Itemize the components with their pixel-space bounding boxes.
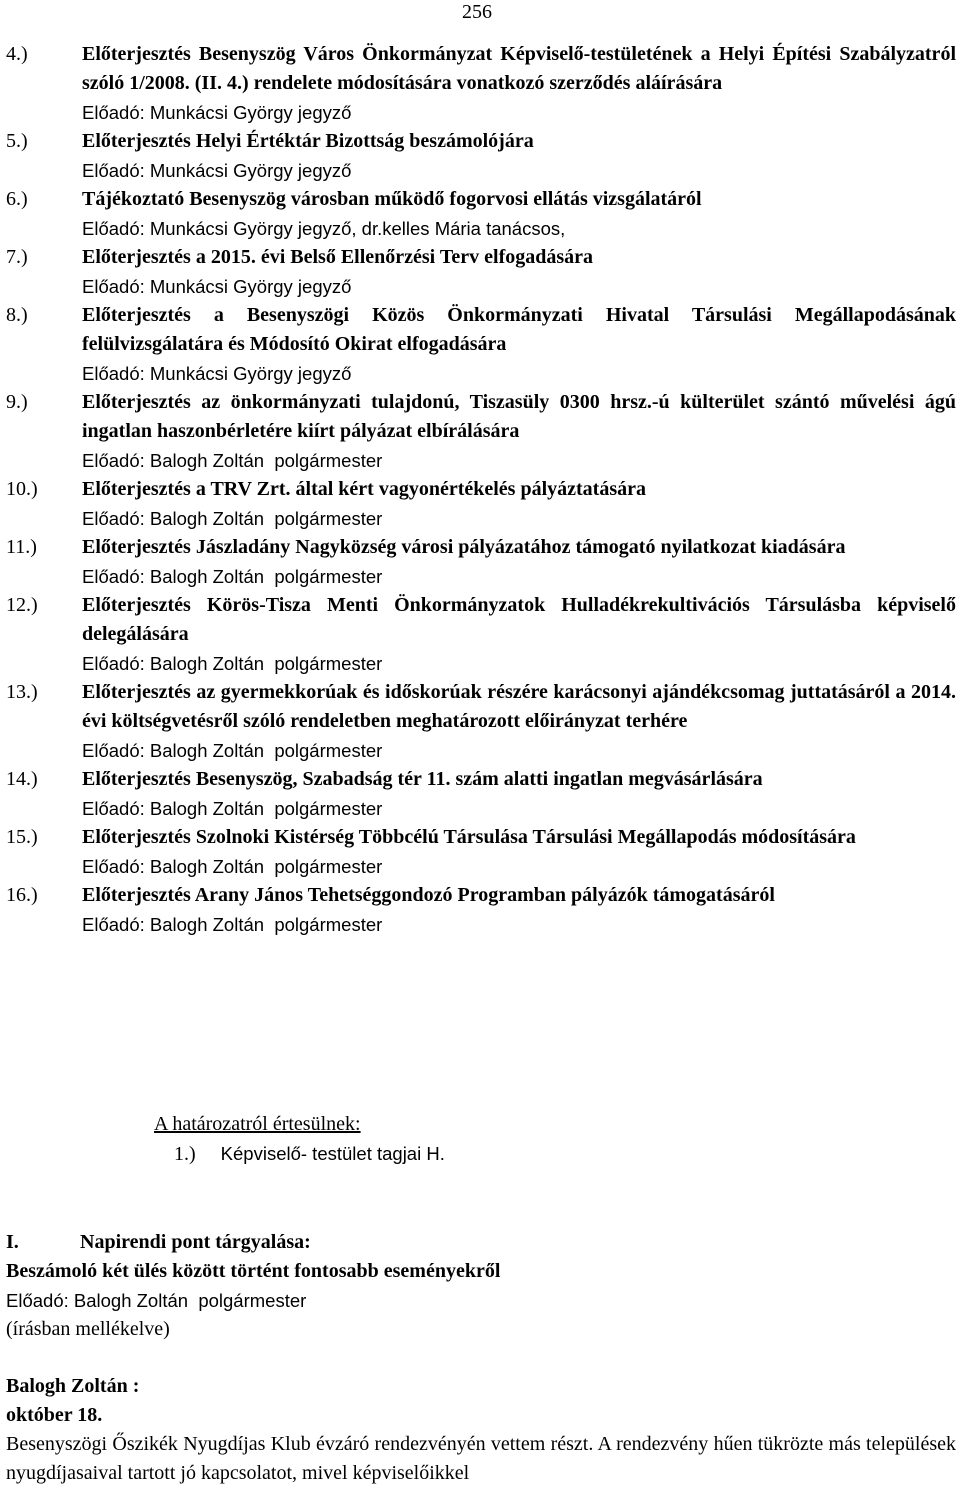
page-number: 256	[462, 1, 492, 23]
item-title: Előterjesztés Arany János Tehetséggondozó Programban pályázók támogatásáról	[82, 884, 775, 906]
agenda-item	[6, 533, 956, 591]
item-speaker: Előadó: Munkácsi György jegyző	[82, 363, 352, 384]
item-speaker: Előadó: Balogh Zoltán polgármester	[82, 653, 383, 674]
item-number: 4.)	[6, 43, 28, 65]
agenda-item	[6, 823, 956, 881]
item-number: 16.)	[6, 884, 38, 906]
agenda-list	[6, 40, 956, 939]
item-title: Tájékoztató Besenyszög városban működő fogorvosi ellátás vizsgálatáról	[82, 188, 702, 210]
item-number: 7.)	[6, 246, 28, 268]
item-speaker: Előadó: Munkácsi György jegyző, dr.kelles Mária tanácsos,	[82, 218, 566, 239]
item-speaker: Előadó: Balogh Zoltán polgármester	[82, 856, 383, 877]
event-date: október 18.	[6, 1404, 103, 1426]
item-speaker: Előadó: Munkácsi György jegyző	[82, 102, 352, 123]
item-title: Előterjesztés Helyi Értéktár Bizottság beszámolójára	[82, 130, 534, 152]
item-title: Előterjesztés Besenyszög Város Önkormányzat Képviselő-testületének a Helyi Építési Szabályzatról szóló 1/2008. (II. 4.) rendelete módosítására vonatkozó szerződés aláírására	[82, 43, 956, 94]
item-number: 6.)	[6, 188, 28, 210]
agenda-item	[6, 678, 956, 765]
notification-item	[174, 1139, 445, 1169]
agenda-item	[6, 475, 956, 533]
section-roman-number: I.	[6, 1231, 19, 1253]
notification-block	[154, 1110, 445, 1169]
item-speaker: Előadó: Balogh Zoltán polgármester	[82, 798, 383, 819]
item-title: Előterjesztés Jászladány Nagyközség városi pályázatához támogató nyilatkozat kiadására	[82, 536, 846, 558]
item-speaker: Előadó: Munkácsi György jegyző	[82, 276, 352, 297]
item-title: Előterjesztés Szolnoki Kistérség Többcélú Társulása Társulási Megállapodás módosítására	[82, 826, 856, 848]
item-title: Előterjesztés Körös-Tisza Menti Önkormányzatok Hulladékrekultivációs Társulásba képviselő delegálására	[82, 594, 956, 645]
item-number: 13.)	[6, 681, 38, 703]
item-speaker: Előadó: Balogh Zoltán polgármester	[82, 914, 383, 935]
section-subtitle: Beszámoló két ülés között történt fontosabb eseményekről	[6, 1260, 501, 1282]
item-speaker: Előadó: Balogh Zoltán polgármester	[82, 566, 383, 587]
agenda-item	[6, 40, 956, 127]
agenda-item	[6, 185, 956, 243]
section-heading-text: Napirendi pont tárgyalása:	[80, 1231, 311, 1253]
agenda-item	[6, 765, 956, 823]
agenda-item	[6, 591, 956, 678]
section-heading	[6, 1228, 956, 1257]
item-speaker: Előadó: Munkácsi György jegyző	[82, 160, 352, 181]
agenda-item	[6, 243, 956, 301]
item-title: Előterjesztés Besenyszög, Szabadság tér 11. szám alatti ingatlan megvásárlására	[82, 768, 763, 790]
notification-title: A határozatról értesülnek:	[154, 1113, 361, 1135]
item-number: 15.)	[6, 826, 38, 848]
item-title: Előterjesztés az önkormányzati tulajdonú, Tiszasüly 0300 hrsz.-ú külterület szántó művelési ágú ingatlan haszonbérletére kiírt pályázat elbírálására	[82, 391, 956, 442]
item-title: Előterjesztés a TRV Zrt. által kért vagyonértékelés pályáztatására	[82, 478, 646, 500]
item-title: Előterjesztés az gyermekkorúak és időskorúak részére karácsonyi ajándékcsomag juttatásáról a 2014. évi költségvetésről szóló rendeletben meghatározott előirányzat terhére	[82, 681, 956, 732]
report-paragraph: Besenyszögi Őszikék Nyugdíjas Klub évzáró rendezvényén vettem részt. A rendezvény hűen tükrözte más települések nyugdíjasaival tartott jó kapcsolatot, mivel képviselőikkel	[6, 1433, 956, 1484]
item-number: 9.)	[6, 391, 28, 413]
item-number: 11.)	[6, 536, 37, 558]
item-speaker: Előadó: Balogh Zoltán polgármester	[82, 450, 383, 471]
notification-item-text: Képviselő- testület tagjai H.	[220, 1143, 445, 1164]
agenda-item	[6, 881, 956, 939]
item-speaker: Előadó: Balogh Zoltán polgármester	[82, 508, 383, 529]
section-speaker: Előadó: Balogh Zoltán polgármester	[6, 1290, 307, 1311]
item-title: Előterjesztés a Besenyszögi Közös Önkormányzati Hivatal Társulási Megállapodásának felülvizsgálatára és Módosító Okirat elfogadására	[82, 304, 956, 355]
item-number: 14.)	[6, 768, 38, 790]
item-number: 10.)	[6, 478, 38, 500]
agenda-item	[6, 301, 956, 388]
notification-item-number: 1.)	[174, 1143, 196, 1165]
speaker-name: Balogh Zoltán :	[6, 1375, 140, 1397]
item-title: Előterjesztés a 2015. évi Belső Ellenőrzési Terv elfogadására	[82, 246, 594, 268]
section-attachment-note: (írásban mellékelve)	[6, 1318, 170, 1340]
item-number: 5.)	[6, 130, 28, 152]
agenda-item	[6, 127, 956, 185]
item-number: 8.)	[6, 304, 28, 326]
agenda-item	[6, 388, 956, 475]
agenda-discussion-section	[6, 1228, 956, 1488]
item-number: 12.)	[6, 594, 38, 616]
item-speaker: Előadó: Balogh Zoltán polgármester	[82, 740, 383, 761]
